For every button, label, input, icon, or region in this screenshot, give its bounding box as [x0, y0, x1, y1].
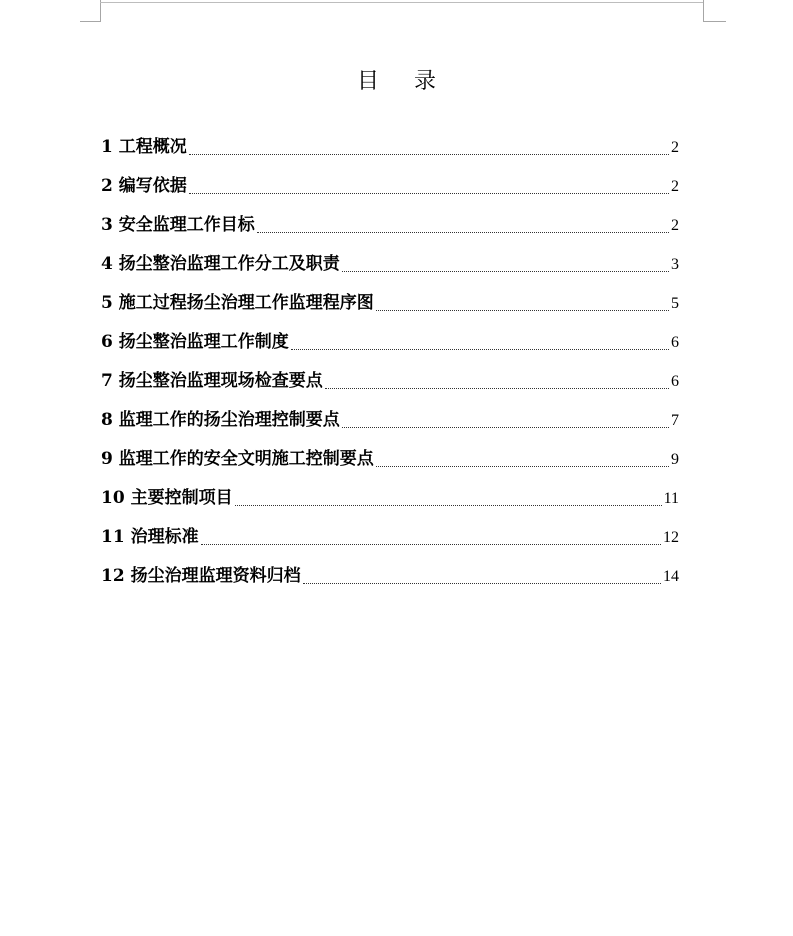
toc-entry-label: 10 主要控制项目 — [101, 488, 233, 508]
toc-entry[interactable] — [101, 407, 679, 446]
toc-entry-page: 9 — [671, 451, 679, 468]
toc-entry-page: 14 — [663, 568, 679, 585]
toc-entry-page: 2 — [671, 178, 679, 195]
toc-entry[interactable] — [101, 329, 679, 368]
toc-dot-leader — [257, 232, 669, 233]
toc-entry-label: 11 治理标准 — [101, 527, 199, 547]
toc-entry[interactable] — [101, 134, 679, 173]
toc-entry-label: 4 扬尘整治监理工作分工及职责 — [101, 254, 340, 274]
toc-dot-leader — [342, 427, 669, 428]
toc-entry-label: 3 安全监理工作目标 — [101, 215, 255, 235]
toc-entry-page: 5 — [671, 295, 679, 312]
toc-dot-leader — [201, 544, 661, 545]
toc-entry-label: 8 监理工作的扬尘治理控制要点 — [101, 410, 340, 430]
toc-entry-page: 7 — [671, 412, 679, 429]
toc-dot-leader — [325, 388, 669, 389]
table-of-contents — [101, 134, 679, 602]
toc-entry[interactable] — [101, 563, 679, 602]
toc-entry-label: 5 施工过程扬尘治理工作监理程序图 — [101, 293, 374, 313]
toc-entry[interactable] — [101, 173, 679, 212]
toc-dot-leader — [376, 466, 669, 467]
toc-dot-leader — [189, 193, 669, 194]
toc-entry-page: 2 — [671, 139, 679, 156]
toc-entry-label: 6 扬尘整治监理工作制度 — [101, 332, 289, 352]
toc-entry-label: 1 工程概况 — [101, 137, 187, 157]
toc-dot-leader — [303, 583, 661, 584]
toc-entry[interactable] — [101, 290, 679, 329]
toc-entry[interactable] — [101, 251, 679, 290]
toc-entry-page: 12 — [663, 529, 679, 546]
page-corner-mark-top-left — [80, 0, 101, 22]
toc-entry-label: 9 监理工作的安全文明施工控制要点 — [101, 449, 374, 469]
toc-title: 目 录 — [357, 69, 450, 94]
toc-entry[interactable] — [101, 368, 679, 407]
toc-entry-page: 2 — [671, 217, 679, 234]
toc-entry-page: 6 — [671, 373, 679, 390]
toc-entry-page: 6 — [671, 334, 679, 351]
page-top-edge — [100, 2, 703, 3]
toc-entry-label: 2 编写依据 — [101, 176, 187, 196]
toc-dot-leader — [189, 154, 669, 155]
toc-dot-leader — [342, 271, 669, 272]
toc-entry-page: 11 — [663, 490, 679, 507]
toc-entry[interactable] — [101, 485, 679, 524]
toc-dot-leader — [291, 349, 669, 350]
toc-entry-label: 12 扬尘治理监理资料归档 — [101, 566, 301, 586]
page-corner-mark-top-right — [703, 0, 726, 22]
toc-dot-leader — [376, 310, 669, 311]
toc-entry[interactable] — [101, 524, 679, 563]
toc-dot-leader — [235, 505, 662, 506]
toc-entry[interactable] — [101, 446, 679, 485]
toc-entry[interactable] — [101, 212, 679, 251]
toc-entry-page: 3 — [671, 256, 679, 273]
toc-entry-label: 7 扬尘整治监理现场检查要点 — [101, 371, 323, 391]
